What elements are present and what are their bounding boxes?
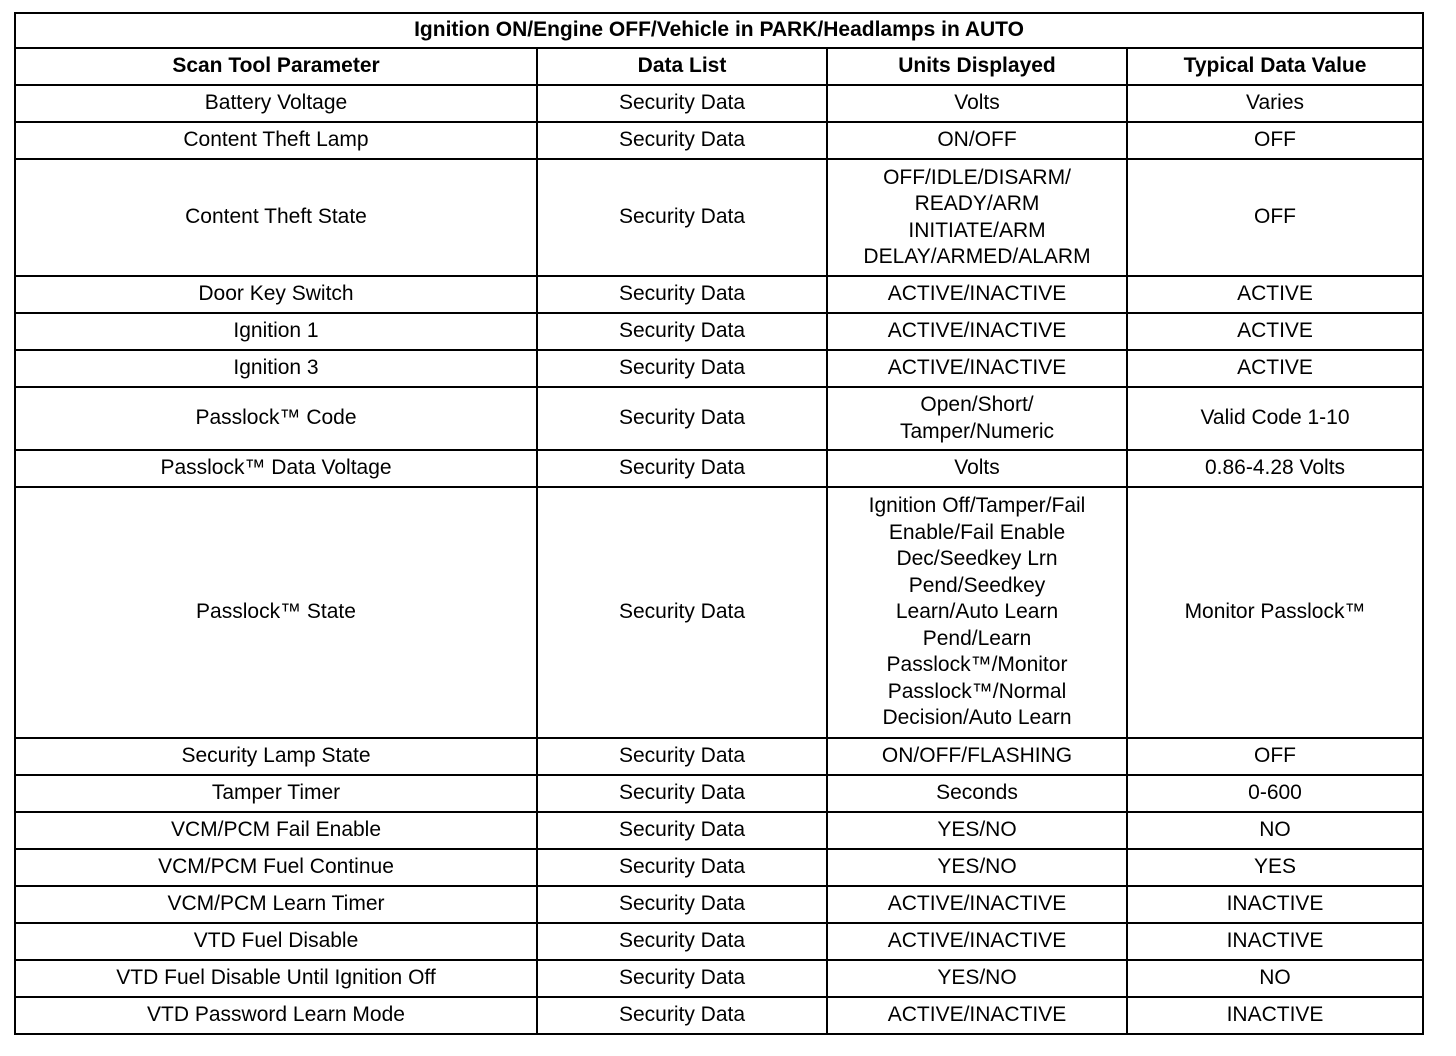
table-row [15, 159, 1423, 276]
header-row [15, 48, 1423, 85]
typical-value-cell: Varies [1127, 85, 1423, 122]
units-cell: ACTIVE/INACTIVE [827, 997, 1127, 1034]
units-cell: ACTIVE/INACTIVE [827, 886, 1127, 923]
units-cell: OFF/IDLE/DISARM/ READY/ARM INITIATE/ARM DELAY/ARMED/ALARM [827, 159, 1127, 276]
units-cell: ACTIVE/INACTIVE [827, 313, 1127, 350]
data-list-cell: Security Data [537, 122, 827, 159]
data-list-cell: Security Data [537, 387, 827, 450]
typical-value-cell: OFF [1127, 122, 1423, 159]
header-typical-data-value: Typical Data Value [1127, 48, 1423, 85]
units-cell: ACTIVE/INACTIVE [827, 276, 1127, 313]
units-cell: Volts [827, 450, 1127, 487]
data-list-cell: Security Data [537, 738, 827, 775]
units-cell: Open/Short/ Tamper/Numeric [827, 387, 1127, 450]
typical-value-cell: ACTIVE [1127, 276, 1423, 313]
table-row [15, 812, 1423, 849]
table-row [15, 738, 1423, 775]
parameter-cell: Door Key Switch [15, 276, 537, 313]
parameter-cell: VTD Fuel Disable Until Ignition Off [15, 960, 537, 997]
typical-value-cell: ACTIVE [1127, 313, 1423, 350]
data-list-cell: Security Data [537, 450, 827, 487]
data-list-cell: Security Data [537, 960, 827, 997]
parameter-cell: Ignition 1 [15, 313, 537, 350]
typical-value-cell: ACTIVE [1127, 350, 1423, 387]
parameter-cell: Passlock™ Code [15, 387, 537, 450]
units-cell: ACTIVE/INACTIVE [827, 350, 1127, 387]
typical-value-cell: Monitor Passlock™ [1127, 487, 1423, 738]
table-row [15, 450, 1423, 487]
title-row [15, 13, 1423, 48]
table-row [15, 350, 1423, 387]
data-list-cell: Security Data [537, 85, 827, 122]
typical-value-cell: 0-600 [1127, 775, 1423, 812]
typical-value-cell: NO [1127, 960, 1423, 997]
table-row [15, 886, 1423, 923]
typical-value-cell: INACTIVE [1127, 997, 1423, 1034]
units-cell: Volts [827, 85, 1127, 122]
parameter-cell: VTD Password Learn Mode [15, 997, 537, 1034]
typical-value-cell: OFF [1127, 738, 1423, 775]
typical-value-cell: 0.86-4.28 Volts [1127, 450, 1423, 487]
table-row [15, 997, 1423, 1034]
header-data-list: Data List [537, 48, 827, 85]
parameter-cell: VCM/PCM Learn Timer [15, 886, 537, 923]
parameter-cell: Battery Voltage [15, 85, 537, 122]
table-title: Ignition ON/Engine OFF/Vehicle in PARK/Headlamps in AUTO [15, 13, 1423, 48]
parameter-cell: Security Lamp State [15, 738, 537, 775]
data-list-cell: Security Data [537, 849, 827, 886]
data-list-cell: Security Data [537, 775, 827, 812]
units-cell: YES/NO [827, 812, 1127, 849]
table-row [15, 122, 1423, 159]
header-units-displayed: Units Displayed [827, 48, 1127, 85]
data-list-cell: Security Data [537, 487, 827, 738]
typical-value-cell: INACTIVE [1127, 886, 1423, 923]
table-row [15, 775, 1423, 812]
parameter-cell: VTD Fuel Disable [15, 923, 537, 960]
data-list-cell: Security Data [537, 812, 827, 849]
header-scan-tool-parameter: Scan Tool Parameter [15, 48, 537, 85]
data-list-cell: Security Data [537, 923, 827, 960]
units-cell: Seconds [827, 775, 1127, 812]
data-list-cell: Security Data [537, 997, 827, 1034]
typical-value-cell: OFF [1127, 159, 1423, 276]
typical-value-cell: YES [1127, 849, 1423, 886]
units-cell: YES/NO [827, 960, 1127, 997]
parameter-cell: Passlock™ Data Voltage [15, 450, 537, 487]
table-row [15, 313, 1423, 350]
parameter-cell: Content Theft Lamp [15, 122, 537, 159]
parameter-cell: Content Theft State [15, 159, 537, 276]
units-cell: ACTIVE/INACTIVE [827, 923, 1127, 960]
parameter-cell: Tamper Timer [15, 775, 537, 812]
scan-tool-data-table [14, 12, 1424, 1035]
data-list-cell: Security Data [537, 350, 827, 387]
parameter-cell: VCM/PCM Fuel Continue [15, 849, 537, 886]
units-cell: ON/OFF [827, 122, 1127, 159]
typical-value-cell: Valid Code 1-10 [1127, 387, 1423, 450]
data-list-cell: Security Data [537, 276, 827, 313]
data-list-cell: Security Data [537, 313, 827, 350]
parameter-cell: VCM/PCM Fail Enable [15, 812, 537, 849]
typical-value-cell: NO [1127, 812, 1423, 849]
units-cell: ON/OFF/FLASHING [827, 738, 1127, 775]
data-list-cell: Security Data [537, 886, 827, 923]
table-row [15, 960, 1423, 997]
parameter-cell: Ignition 3 [15, 350, 537, 387]
table-row [15, 276, 1423, 313]
units-cell: Ignition Off/Tamper/Fail Enable/Fail Enable Dec/Seedkey Lrn Pend/Seedkey Learn/Auto Learn Pend/Learn Passlock™/Monitor Passlock™/Normal Decision/Auto Learn [827, 487, 1127, 738]
typical-value-cell: INACTIVE [1127, 923, 1423, 960]
parameter-cell: Passlock™ State [15, 487, 537, 738]
table-row [15, 487, 1423, 738]
table-row [15, 849, 1423, 886]
units-cell: YES/NO [827, 849, 1127, 886]
data-list-cell: Security Data [537, 159, 827, 276]
table-row [15, 85, 1423, 122]
table-row [15, 387, 1423, 450]
table-row [15, 923, 1423, 960]
